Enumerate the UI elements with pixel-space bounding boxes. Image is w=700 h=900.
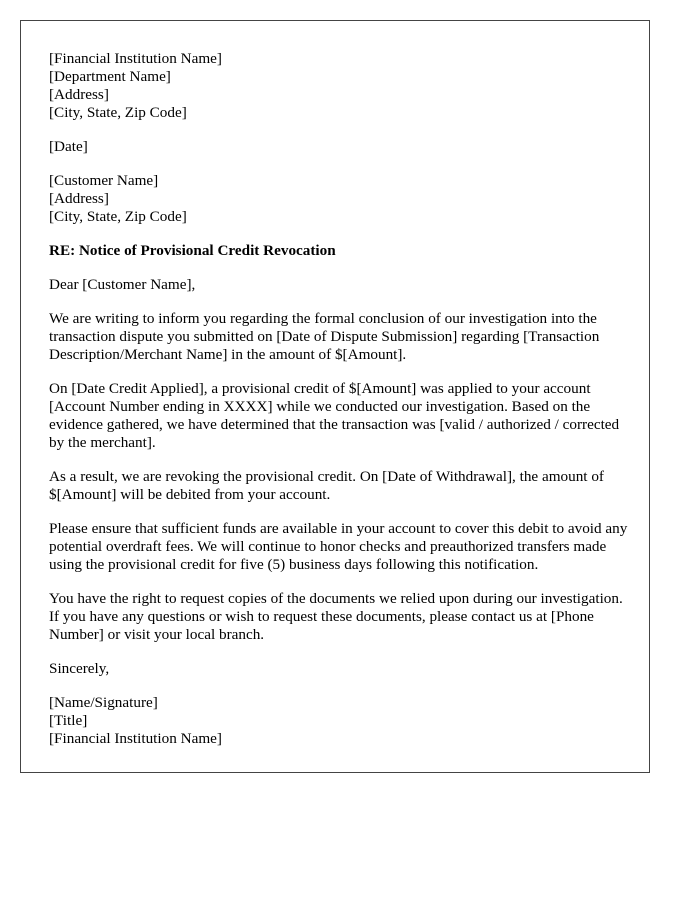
closing: Sincerely, [49, 660, 110, 677]
date-block [49, 138, 649, 156]
sender-department: [Department Name] [49, 68, 171, 85]
body-paragraph-investigation: We are writing to inform you regarding the formal conclusion of our investigation into the transaction dispute you submitted on [Date of Dispute Submission] regarding [Transaction Description/Merchant Name] in the amount of $[Amount]. [49, 310, 600, 363]
sender-address-block [49, 50, 649, 122]
recipient-address-block [49, 172, 649, 226]
sender-institution: [Financial Institution Name] [49, 50, 222, 67]
sender-address: [Address] [49, 86, 109, 103]
signature-block [49, 694, 649, 748]
sender-city-state-zip: [City, State, Zip Code] [49, 104, 187, 121]
body-paragraph-rights: You have the right to request copies of the documents we relied upon during our investigation. If you have any questions or wish to request these documents, please contact us at [Phone Number] or visit your local branch. [49, 590, 623, 643]
letter-date: [Date] [49, 138, 88, 155]
subject-line: RE: Notice of Provisional Credit Revocation [49, 242, 336, 259]
body-paragraph-sufficient-funds: Please ensure that sufficient funds are available in your account to cover this debit to avoid any potential overdraft fees. We will continue to honor checks and preauthorized transfers made using the provisional credit for five (5) business days following this notification. [49, 520, 628, 573]
body-paragraph-revocation: As a result, we are revoking the provisional credit. On [Date of Withdrawal], the amount of $[Amount] will be debited from your account. [49, 468, 604, 503]
signature-institution: [Financial Institution Name] [49, 730, 222, 747]
salutation: Dear [Customer Name], [49, 276, 196, 293]
recipient-city-state-zip: [City, State, Zip Code] [49, 208, 187, 225]
signature-name: [Name/Signature] [49, 694, 158, 711]
signature-title: [Title] [49, 712, 88, 729]
body-paragraph-provisional-credit: On [Date Credit Applied], a provisional credit of $[Amount] was applied to your account [Account Number ending in XXXX] while we conducted our investigation. Based on the evidence gathered, we have determined that the transaction was [valid / authorized / corrected by the merchant]. [49, 380, 620, 451]
recipient-address: [Address] [49, 190, 109, 207]
letter-document [20, 20, 650, 773]
recipient-name: [Customer Name] [49, 172, 159, 189]
